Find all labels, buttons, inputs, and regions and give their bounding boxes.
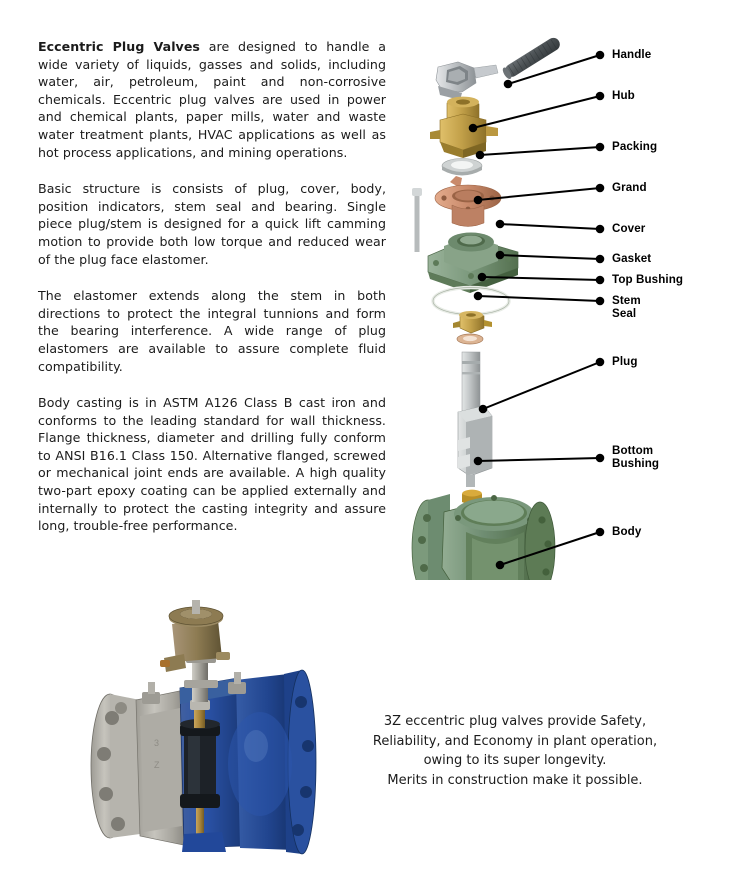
part-body [412, 494, 555, 580]
callout-label-hub: Hub [612, 89, 635, 102]
callout-label-bottom-bushing: Bottom Bushing [612, 444, 660, 471]
article-text-column [38, 38, 386, 554]
paragraph-body-casting: Body casting is in ASTM A126 Class B cast iron and conforms to the leading standard for wall thickness. Flange thickness, diameter and drilling fully conform to ANSI B16.1 Class 150. Alternative flanged, screwed or mechanical joint ends are available. A high quality two-part epoxy coating can be applied externally and internally to protect the casting integrity and assure long, trouble-free performance. [38, 395, 386, 534]
exploded-view-diagram [400, 20, 750, 580]
part-hub [436, 62, 498, 100]
part-plug [458, 352, 492, 487]
callout-label-stem-seal: Stem Seal [612, 294, 641, 321]
svg-text:Z: Z [154, 760, 160, 770]
caption-line-1: 3Z eccentric plug valves provide Safety, [383, 714, 647, 729]
part-packing [430, 97, 498, 158]
paragraph-intro [38, 38, 386, 161]
part-packing-ring [442, 159, 482, 176]
caption-line-4: Merits in construction make it possible. [387, 772, 643, 788]
callout-label-top-bushing: Top Bushing [612, 273, 684, 286]
callout-label-packing: Packing [612, 140, 658, 153]
lead-term: Eccentric Plug Valves [38, 39, 200, 54]
paragraph-structure: Basic structure is consists of plug, cover, body, position indicators, stem seal and bearing. Single piece plug/stem is designed for a quick lift camming motion to provide both low torque and reduced wear of the plug face elastomer. [38, 181, 386, 267]
callout-label-plug: Plug [612, 355, 638, 368]
part-handle [501, 35, 562, 80]
paragraph-intro-text: are designed to handle a wide variety of liquids, gasses and solids, including water, air, petroleum, paint and non-corrosive chemicals. Eccentric plug valves are used in power and chemical plants, paper mills, water and waste water treatment plants, HVAC applications as well as hot process applications, and mining operations. [38, 39, 386, 160]
photo-left-flange [91, 694, 140, 838]
valve-cutaway-photo [88, 596, 364, 864]
callout-label-body: Body [612, 525, 642, 538]
caption-line-3: owing to its super longevity. [423, 753, 607, 768]
part-cover [428, 233, 518, 294]
svg-text:3: 3 [154, 738, 160, 748]
part-stem-seal [457, 334, 483, 344]
callout-label-gasket: Gasket [612, 252, 652, 265]
paragraph-elastomer: The elastomer extends along the stem in both directions to protect the integral tunnions and form the bearing interference. A wide range of plug elastomers are available to assure complete fluid compatibility. [38, 288, 386, 374]
caption-line-2: Reliability, and Economy in plant operation, [372, 733, 658, 749]
callout-label-grand: Grand [612, 181, 647, 194]
callout-label-cover: Cover [612, 222, 646, 235]
part-cover-bolt [412, 188, 422, 252]
photo-plug [180, 719, 220, 808]
part-grand [435, 176, 501, 227]
callout-label-handle: Handle [612, 48, 652, 61]
bottom-caption [350, 712, 680, 790]
